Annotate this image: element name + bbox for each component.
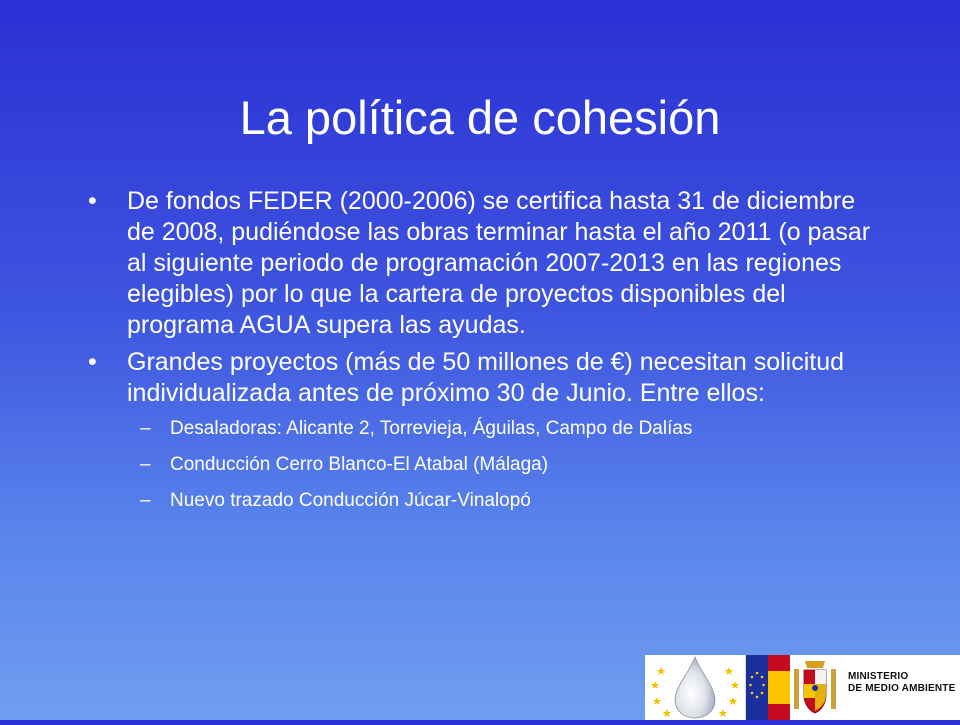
sub-bullet-text: Conducción Cerro Blanco-El Atabal (Málaga) [170, 454, 549, 475]
bullet-text: Grandes proyectos (más de 50 millones de €) necesitan solicitud individualizada antes de próximo 30 de Junio. Entre ellos: [127, 348, 845, 407]
slide-title: La política de cohesión [239, 91, 721, 144]
sub-bullet-item [140, 417, 884, 440]
sub-bullet-item [140, 453, 884, 476]
ministry-name [840, 655, 960, 720]
eu-flag-icon [746, 655, 768, 720]
bullet-text: De fondos FEDER (2000-2006) se certifica hasta 31 de diciembre de 2008, pudiéndose las obras terminar hasta el año 2011 (o pasar al siguiente periodo de programación 2007-2013 en las regiones elegibles) por lo que la cartera de proyectos disponibles del programa AGUA supera las ayudas. [127, 187, 871, 339]
ministry-logo-bar [645, 655, 960, 720]
bullet-marker: • [88, 348, 97, 376]
sub-bullet-marker: – [140, 454, 151, 475]
ministry-line-1: MINISTERIO [848, 671, 909, 682]
bullet-item [84, 186, 884, 341]
sub-bullet-text: Desaladoras: Alicante 2, Torrevieja, Águilas, Campo de Dalías [170, 418, 693, 439]
water-drop-eu-stars-icon [645, 655, 746, 720]
sub-bullet-text: Nuevo trazado Conducción Júcar-Vinalopó [170, 490, 531, 511]
sub-bullet-marker: – [140, 490, 151, 511]
bullet-list [84, 186, 884, 525]
sub-bullet-item [140, 489, 884, 512]
spain-flag-icon [768, 655, 790, 720]
ministry-line-2: DE MEDIO AMBIENTE [848, 683, 956, 694]
sub-bullet-marker: – [140, 418, 151, 439]
bullet-marker: • [88, 187, 97, 215]
sub-bullet-list [140, 417, 884, 512]
spanish-coat-of-arms-icon [790, 655, 840, 720]
bullet-item [84, 347, 884, 409]
